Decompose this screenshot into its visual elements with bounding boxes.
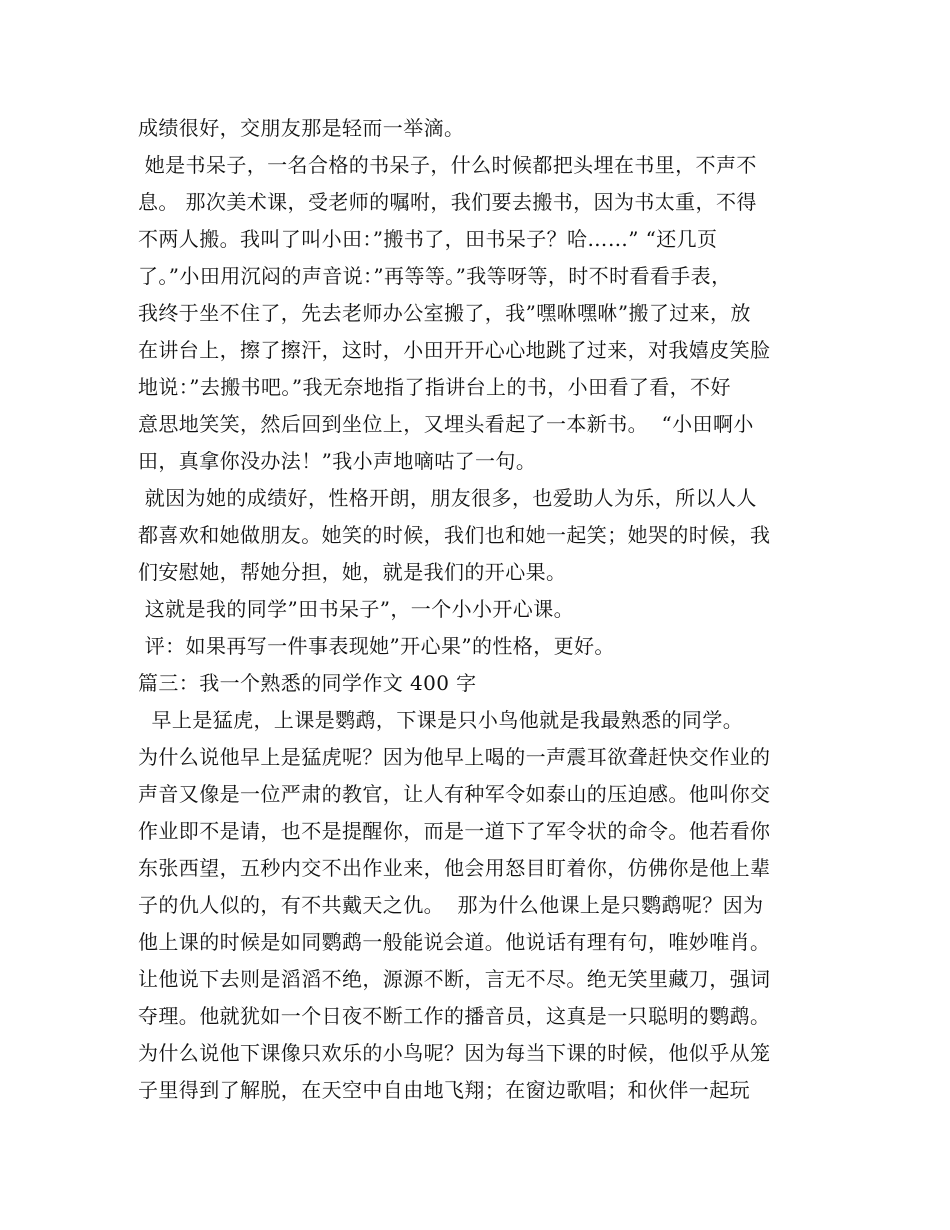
text-line: 他上课的时候是如同鹦鹉一般能说会道。他说话有理有句，唯妙唯肖。: [138, 930, 771, 954]
text-line: 子的仇人似的，有不共戴天之仇。 那为什么他课上是只鹦鹉呢？因为: [138, 893, 764, 917]
text-line: 地说：”去搬书吧。”我无奈地指了指讲台上的书，小田看了看，不好: [138, 375, 731, 399]
text-line: 东张西望，五秒内交不出作业来，他会用怒目盯着你，仿佛你是他上辈: [138, 856, 771, 880]
text-line: 声音又像是一位严肃的教官，让人有种军令如泰山的压迫感。他叫你交: [138, 782, 771, 806]
text-line: 了。”小田用沉闷的声音说：”再等等。”我等呀等，时不时看看手表，: [138, 264, 732, 288]
text-line: 为什么说他早上是猛虎呢？因为他早上喝的一声震耳欲聋赶快交作业的: [138, 745, 771, 769]
text-line: 为什么说他下课像只欢乐的小鸟呢？因为每当下课的时候，他似乎从笼: [138, 1041, 771, 1065]
text-line: 不两人搬。我叫了叫小田：”搬书了，田书呆子？哈……” “还几页: [138, 227, 718, 251]
text-line: 在讲台上，擦了擦汗，这时，小田开开心心地跳了过来，对我嬉皮笑脸: [138, 338, 771, 362]
text-line: 都喜欢和她做朋友。她笑的时候，我们也和她一起笑；她哭的时候，我: [138, 523, 771, 547]
text-line: 早上是猛虎，上课是鹦鹉，下课是只小鸟他就是我最熟悉的同学。: [138, 708, 744, 732]
text-line: 田，真拿你没办法！”我小声地嘀咕了一句。: [138, 449, 537, 473]
text-line: 评：如果再写一件事表现她”开心果”的性格，更好。: [138, 634, 615, 658]
text-line: 这就是我的同学”田书呆子”，一个小小开心课。: [138, 597, 575, 621]
text-line: 让他说下去则是滔滔不绝，源源不断，言无不尽。绝无笑里藏刀，强词: [138, 967, 771, 991]
text-line: 夺理。他就犹如一个日夜不断工作的播音员，这真是一只聪明的鹦鹉。: [138, 1004, 771, 1028]
text-line: 们安慰她，帮她分担，她，就是我们的开心果。: [138, 560, 567, 584]
text-line: 成绩很好，交朋友那是轻而一举滴。: [138, 116, 465, 140]
text-line: 意思地笑笑，然后回到坐位上，又埋头看起了一本新书。 “小田啊小: [138, 412, 754, 436]
text-line: 我终于坐不住了，先去老师办公室搬了，我”嘿咻嘿咻”搬了过来，放: [138, 301, 751, 325]
section-heading: 篇三：我一个熟悉的同学作文 400 字: [138, 671, 477, 695]
text-line: 她是书呆子，一名合格的书呆子，什么时候都把头埋在书里，不声不: [138, 153, 757, 177]
text-line: 息。 那次美术课，受老师的嘱咐，我们要去搬书，因为书太重，不得: [138, 190, 757, 214]
text-line: 作业即不是请，也不是提醒你，而是一道下了军令状的命令。他若看你: [138, 819, 771, 843]
text-line: 子里得到了解脱，在天空中自由地飞翔；在窗边歌唱；和伙伴一起玩: [138, 1078, 750, 1102]
text-line: 就因为她的成绩好，性格开朗，朋友很多，也爱助人为乐，所以人人: [138, 486, 757, 510]
